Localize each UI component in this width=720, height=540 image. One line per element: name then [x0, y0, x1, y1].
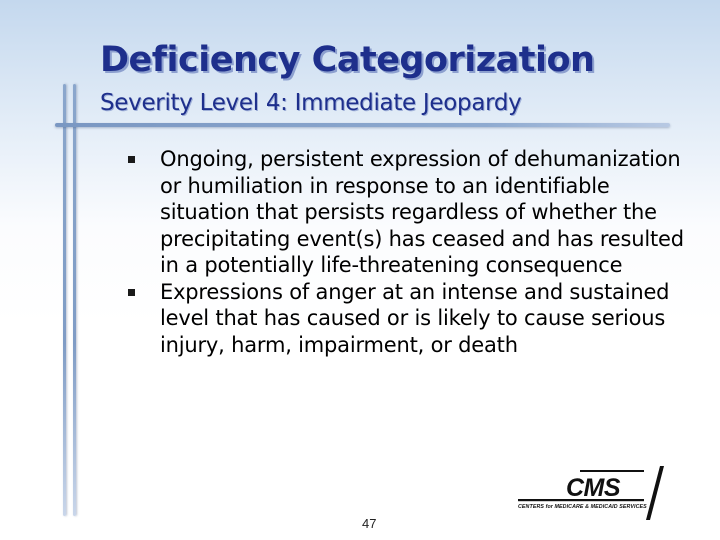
bullet-item: [128, 146, 698, 279]
square-bullet-icon: [128, 289, 135, 296]
bullet-item: [128, 279, 698, 359]
cms-logo: [518, 466, 674, 522]
frame-horizontal-line: [55, 123, 670, 127]
cms-wordmark: CMS: [566, 474, 621, 502]
frame-vertical-line-left: [63, 84, 66, 516]
slide-subtitle: Severity Level 4: Immediate Jeopardy: [100, 90, 522, 116]
square-bullet-icon: [128, 156, 135, 163]
logo-caption: CENTERS for MEDICARE & MEDICAID SERVICES: [518, 504, 647, 510]
bullet-text: Ongoing, persistent expression of dehumanization or humiliation in response to an identifiable situation that persists regardless of whether the precipitating event(s) has ceased and has resulted in a potentially life-threatening consequence: [160, 147, 684, 277]
page-number: 47: [362, 516, 377, 531]
slide-title: Deficiency Categorization: [100, 40, 595, 80]
bullet-list: [128, 146, 698, 358]
frame-vertical-line-right: [73, 84, 76, 516]
bullet-text: Expressions of anger at an intense and sustained level that has caused or is likely to cause serious injury, harm, impairment, or death: [160, 279, 670, 357]
